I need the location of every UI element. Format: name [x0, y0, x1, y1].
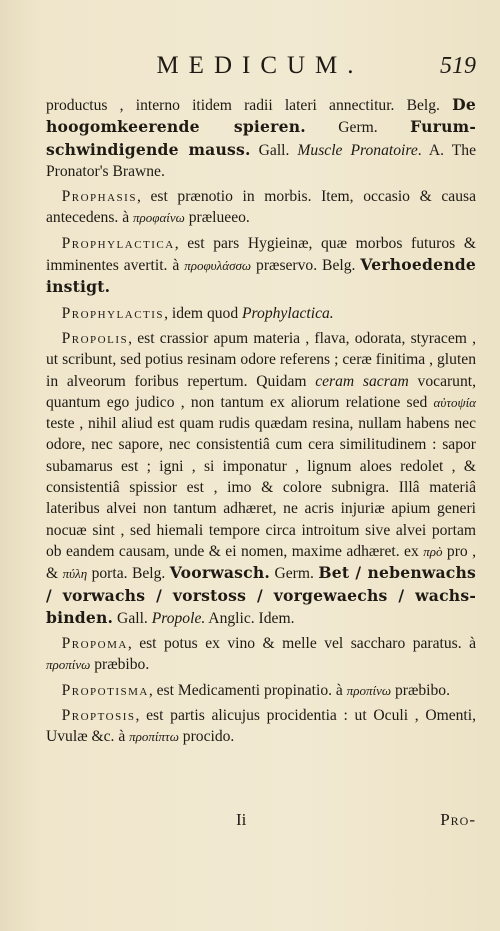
greek-word: προφυλάσσω: [184, 258, 252, 274]
entry-text: , est Medicamenti propinatio. à: [148, 681, 347, 699]
headword: Propoma: [61, 635, 128, 653]
running-title: MEDICUM.: [156, 52, 364, 79]
entry-text: , est crassior apum materia , flava, odorata, styracem , ut scribunt, sed potius resinam odore referens ; ceræ finitima , gluten in alveorum foribus repertum. Quidam: [46, 329, 476, 390]
entry-text: Gall.: [250, 141, 298, 159]
entry-text: præbibo.: [90, 656, 150, 674]
blackletter-dutch-term: Voorwasch.: [169, 563, 271, 583]
entry-text: , est partis alicujus procidentia : ut Oculi , Omenti, Uvulæ &c. à: [46, 707, 476, 746]
greek-word: αὐτοψία: [433, 394, 476, 410]
headword: Propotisma: [61, 681, 149, 699]
blackletter-german-term: Furum-schwindigende mauss.: [46, 117, 476, 159]
greek-word: προπίνω: [46, 657, 91, 673]
page-footer: [46, 810, 476, 830]
greek-word: προφαίνω: [133, 210, 185, 226]
italic-cross-reference: Prophylactica.: [242, 304, 334, 322]
entry-text: , idem quod: [164, 304, 243, 322]
entry-text: Germ.: [305, 119, 411, 137]
entry-propoma: [46, 633, 476, 676]
entry-prophylactica: [46, 233, 476, 299]
greek-word: πρὸ: [423, 543, 443, 559]
entry-text: , est potus ex vino & melle vel saccharo paratus. à: [127, 635, 476, 653]
entry-text: præservo. Belg.: [251, 257, 361, 275]
entry-text: , est prænotio in morbis. Item, occasio & causa antecedens. à: [46, 188, 476, 227]
entry-text: prælueeo.: [184, 209, 250, 227]
entry-proptosis: [46, 705, 476, 748]
entry-text: porta. Belg.: [87, 565, 170, 583]
entry-prophasis: [46, 186, 476, 229]
entry-text: , est pars Hygieinæ, quæ morbos futuros & imminentes avertit. à: [46, 234, 476, 275]
entry-text: Gall.: [113, 609, 152, 627]
headword: Prophylactica: [61, 234, 175, 252]
greek-word: προπίνω: [346, 682, 392, 698]
italic-french-term: Propole.: [151, 609, 206, 627]
greek-word: πύλη: [62, 566, 88, 582]
blackletter-german-term: Bet / nebenwachs / vorwachs / vorstoss / vorgewaechs / wachs-binden.: [46, 563, 477, 627]
headword: Prophasis: [61, 188, 137, 206]
signature-mark: Ii: [236, 810, 247, 829]
entry-text: Germ.: [270, 565, 319, 583]
entry-text: procido.: [178, 728, 235, 746]
blackletter-dutch-term: De hoogomkeerende spieren.: [46, 95, 476, 137]
entry-prophylactis: [46, 303, 476, 324]
dictionary-text: [46, 94, 476, 748]
entry-text: teste , nihil aliud est quam rudis quædam resina, nullam habens nec odore, nec sapore, nec consistentiâ cum cera similitudinem : sapor subamarus est ; igni , si imponatur , lignum aloes redolet , & consistentiâ spissior est , imo & colore subnigra. Illâ materiâ lateribus alvei non tantum adhæret, ne acris injuriæ apium generi nocuæ sint , sed hiemali tempore circa introitum sive alvei portam ob eandem causam, unde & ei nomen, maxime adhæret. ex: [46, 415, 476, 560]
entry-text: . A. The Pronator's Brawne.: [46, 141, 476, 180]
headword: Proptosis: [61, 707, 136, 725]
entry-text: productus , interno itidem radii lateri annectitur. Belg.: [46, 97, 453, 114]
entry-text: pro , &: [46, 542, 476, 583]
italic-french-term: Muscle Pronatoire: [297, 141, 418, 159]
italic-term: ceram sacram: [315, 372, 409, 390]
entry-text: vocarunt, quantum ego judico , non tantum ex aliorum relatione sed: [46, 372, 477, 411]
greek-word: προπίπτω: [129, 729, 179, 745]
catchword: Pro-: [440, 810, 476, 829]
headword: Propolis: [61, 329, 129, 347]
entry-text: præbibo.: [391, 681, 450, 699]
page-header: [46, 52, 476, 80]
blackletter-dutch-term: Verhoedende instigt.: [46, 255, 476, 297]
entry-propolis: [46, 328, 476, 629]
entry-pronator-continued: [46, 94, 476, 182]
page-number: 519: [440, 53, 476, 79]
entry-propotisma: [46, 680, 476, 701]
entry-text: Anglic. Idem.: [205, 609, 295, 627]
headword: Prophylactis: [61, 304, 165, 322]
